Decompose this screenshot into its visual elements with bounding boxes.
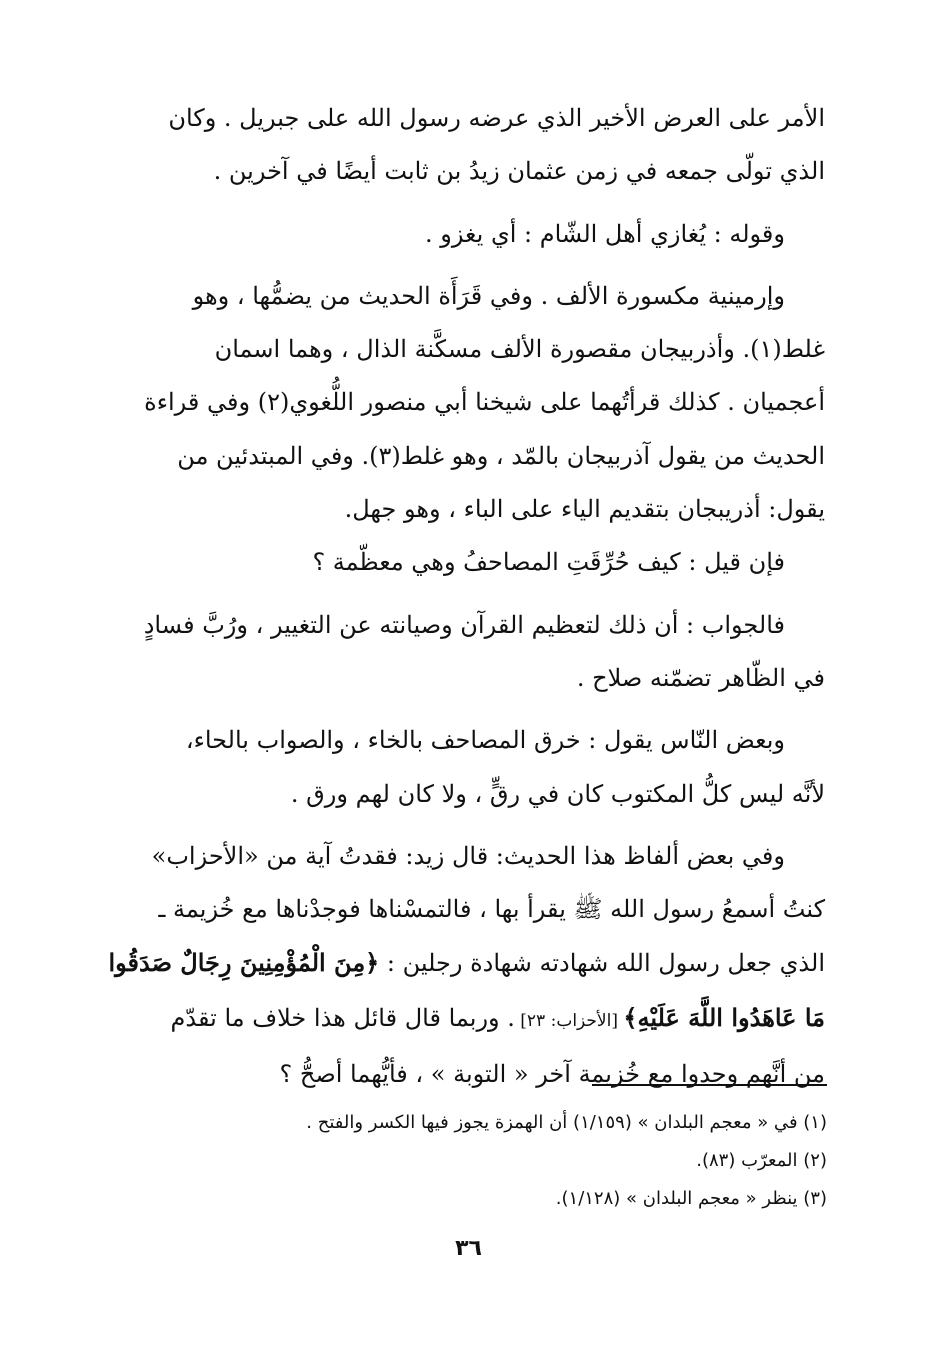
page-number: ٣٦ — [455, 1236, 482, 1261]
text-line: فالجواب : أن ذلك لتعظيم القرآن وصيانته عن التغيير ، ورُبَّ فسادٍ — [143, 610, 785, 639]
text-line: فإن قيل : كيف حُرِّقَتِ المصاحفُ وهي معظّمة ؟ — [312, 548, 785, 577]
paragraph-5 — [107, 599, 825, 706]
main-text — [107, 92, 825, 1101]
text-line: من أنَّهم وجدوا مع خُزيمة آخر « التوبة » ، فأيُّهما أصحُّ ؟ — [279, 1060, 825, 1089]
text-line: كنتُ أسمعُ رسول الله ﷺ يقرأ بها ، فالتمسْناها فوجدْناها مع خُزيمة ـ — [158, 895, 825, 924]
text-line: الذي جعل رسول الله شهادته شهادة رجلين : — [379, 949, 825, 978]
text-line: . وربما قال قائل هذا خلاف ما تقدّم — [170, 1003, 515, 1032]
quran-quote: ﴿مِنَ الْمُؤْمِنِينَ رِجَالٌ صَدَقُوا — [108, 948, 380, 978]
text-line: في الظّاهر تضمّنه صلاح . — [576, 663, 825, 692]
text-line: وإرمينية مكسورة الألف . وفي قَرَأَة الحديث من يضمُّها ، وهو — [192, 281, 785, 310]
paragraph-3 — [107, 270, 825, 536]
paragraph-7 — [107, 830, 825, 1101]
footnote-1: (١) في « معجم البلدان » (١/١٥٩) أن الهمزة يجوز فيها الكسر والفتح . — [306, 1112, 827, 1133]
footnote-3: (٣) ينظر « معجم البلدان » (١/١٢٨). — [555, 1188, 827, 1209]
paragraph-6 — [107, 714, 825, 821]
text-line: لأنَّه ليس كلُّ المكتوب كان في رقٍّ ، ولا كان لهم ورق . — [290, 779, 825, 808]
text-line: وبعض النّاس يقول : خرق المصاحف بالخاء ، والصواب بالحاء، — [185, 726, 785, 755]
text-line: الذي تولّى جمعه في زمن عثمان زيدُ بن ثابت أيضًا في آخرين . — [213, 157, 825, 186]
text-line: أعجميان . كذلك قرأتُهما على شيخنا أبي منصور اللُّغوي(٢) وفي قراءة — [144, 388, 825, 417]
text-line: الحديث من يقول آذربيجان بالمّد ، وهو غلط(٣). وفي المبتدئين من — [177, 441, 825, 470]
footnote-2: (٢) المعرّب (٨٣). — [696, 1150, 827, 1171]
paragraph-4 — [107, 536, 825, 589]
paragraph-1 — [107, 92, 825, 199]
paragraph-2 — [107, 208, 825, 261]
text-line: غلط(١). وأذربيجان مقصورة الألف مسكَّنة الذال ، وهما اسمان — [214, 335, 825, 364]
text-line: وقوله : يُغازي أهل الشّام : أي يغزو . — [424, 219, 785, 248]
footnotes — [109, 1104, 827, 1218]
footnote-divider — [592, 1084, 827, 1086]
text-line: وفي بعض ألفاظ هذا الحديث: قال زيد: فقدتُ آية من «الأحزاب» — [151, 841, 785, 870]
text-line: يقول: أذريبجان بتقديم الياء على الباء ، وهو جهل. — [344, 495, 825, 524]
quran-reference: [الأحزاب: ٢٣] — [514, 1010, 624, 1031]
quran-quote: مَا عَاهَدُوا اللَّهَ عَلَيْهِ﴾ — [623, 1002, 825, 1032]
text-line: الأمر على العرض الأخير الذي عرضه رسول الله على جبريل . وكان — [168, 104, 825, 132]
